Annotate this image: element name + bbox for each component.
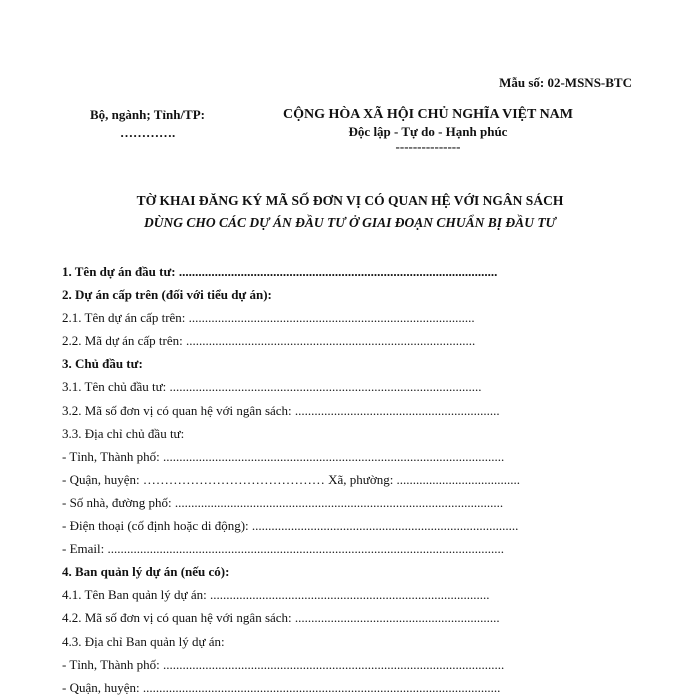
- form-field-line: 2.1. Tên dự án cấp trên: ........................................................................................: [62, 310, 475, 326]
- national-motto: Độc lập - Tự do - Hạnh phúc: [348, 124, 508, 139]
- form-fields: [62, 260, 672, 699]
- ministry-block: [90, 106, 240, 142]
- form-field-line: - Email: ..........................................................................................................................: [62, 541, 504, 557]
- form-field-line: 3.3. Địa chỉ chủ đầu tư:: [62, 425, 185, 441]
- form-field-line: - Số nhà, đường phố: .....................................................................................................: [62, 494, 504, 510]
- national-header: [238, 106, 618, 155]
- form-field-line: - Tỉnh, Thành phố: .........................................................................................................: [62, 656, 505, 672]
- form-field-line: 4.3. Địa chỉ Ban quản lý dự án:: [62, 633, 225, 649]
- document-title: [0, 190, 700, 234]
- ministry-label: Bộ, ngành; Tỉnh/TP:: [90, 107, 206, 122]
- form-field-line: - Tỉnh, Thành phố: .........................................................................................................: [62, 448, 505, 464]
- form-field-line: 4.1. Tên Ban quản lý dự án: ......................................................................................: [62, 587, 490, 603]
- title-subtitle: DÙNG CHO CÁC DỰ ÁN ĐẦU TƯ Ở GIAI ĐOẠN CHUẨN BỊ ĐẦU TƯ: [143, 215, 557, 230]
- form-section-heading: 4. Ban quản lý dự án (nếu có):: [62, 564, 230, 580]
- title-main: TỜ KHAI ĐĂNG KÝ MÃ SỐ ĐƠN VỊ CÓ QUAN HỆ VỚI NGÂN SÁCH: [136, 193, 564, 208]
- form-field-line: 4.2. Mã số đơn vị có quan hệ với ngân sách: ...............................................................: [62, 610, 500, 626]
- form-field-line: 3.1. Tên chủ đầu tư: ................................................................................................: [62, 379, 482, 395]
- header-separator: ---------------: [395, 139, 461, 154]
- form-field-line: - Quận, huyện: ..............................................................................................................: [62, 679, 501, 695]
- form-field-line: - Quận, huyện: …………………………………… Xã, phường: ......................................: [62, 471, 521, 487]
- form-field-line: 2.2. Mã dự án cấp trên: .........................................................................................: [62, 333, 476, 349]
- ministry-dots: ………….: [120, 125, 176, 140]
- form-field-line: - Điện thoại (cố định hoặc di động): ..................................................................................: [62, 518, 519, 534]
- form-section-heading: 2. Dự án cấp trên (đối với tiểu dự án):: [62, 287, 272, 303]
- republic-name: CỘNG HÒA XÃ HỘI CHỦ NGHĨA VIỆT NAM: [282, 107, 573, 122]
- form-field-line: 3.2. Mã số đơn vị có quan hệ với ngân sách: ...............................................................: [62, 402, 500, 418]
- form-section-heading: 1. Tên dự án đầu tư: ..................................................................................................: [62, 264, 498, 279]
- form-section-heading: 3. Chủ đầu tư:: [62, 356, 143, 372]
- form-code: Mẫu số: 02-MSNS-BTC: [499, 75, 632, 90]
